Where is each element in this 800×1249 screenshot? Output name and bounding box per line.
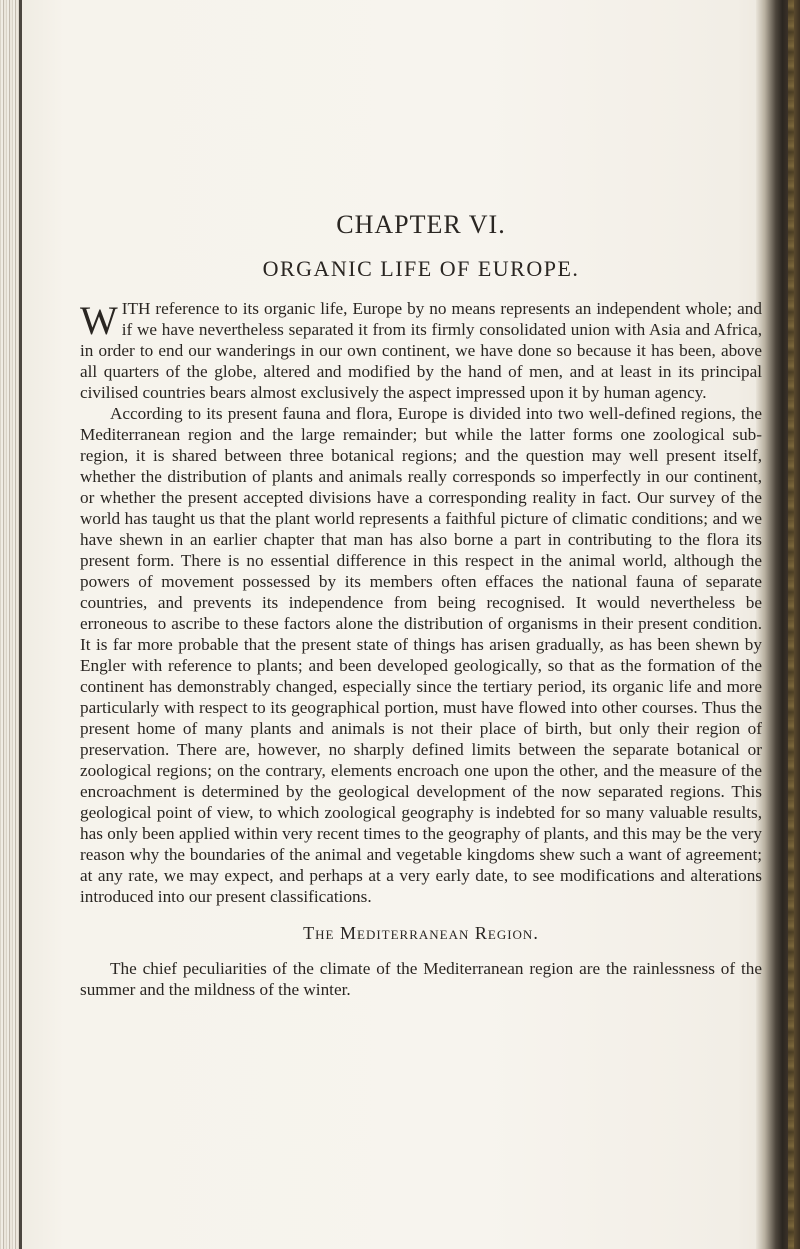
- page-content: [80, 210, 762, 1000]
- paragraph-2: According to its present fauna and flora, Europe is divided into two well-defined regions, the Mediterranean region and the large remainder; but while the latter forms one zoological sub-region, it is shared between three botanical regions; and the question may well present itself, whether the distribution of plants and animals really corresponds so imperfectly in our continent, or whether the present accepted divisions have a corresponding reality in fact. Our survey of the world has taught us that the plant world represents a faithful picture of climatic conditions; and we have shewn in an earlier chapter that man has also borne a part in contributing to the flora its present form. There is no essential difference in this respect in the animal world, although the powers of movement possessed by its members often effaces the national fauna of separate countries, and prevents its independence from being recognised. It would nevertheless be erroneous to ascribe to these factors alone the distribution of organisms in their present condition. It is far more probable that the present state of things has arisen gradually, as has been shewn by Engler with reference to plants; and been developed geologically, so that as the formation of the continent has demonstrably changed, especially since the tertiary period, its organic life and more particularly with respect to its geographical portion, must have flowed into other courses. Thus the present home of many plants and animals is not their place of birth, but only their region of preservation. There are, however, no sharply defined limits between the separate botanical or zoological regions; on the contrary, elements encroach one upon the other, and the measure of the encroachment is determined by the geological development of the now separated regions. This geological point of view, to which zoological geography is indebted for so many valuable results, has only been applied within very recent times to the geography of plants, and this may be the very reason why the boundaries of the animal and vegetable kingdoms shew such a want of agreement; at any rate, we may expect, and perhaps at a very early date, to see modifications and alterations introduced into our present classifications.: [80, 404, 762, 906]
- section-heading: The Mediterranean Region.: [303, 923, 539, 943]
- drop-cap: W: [80, 298, 118, 343]
- paragraph-3: The chief peculiarities of the climate of the Mediterranean region are the rainlessness of the summer and the mildness of the winter.: [80, 959, 762, 999]
- page-edge-left-line: [19, 0, 22, 1249]
- binding-strip: [788, 0, 794, 1249]
- chapter-label: CHAPTER VI.: [336, 210, 506, 239]
- paragraph-1: [80, 298, 762, 403]
- chapter-title: ORGANIC LIFE OF EUROPE.: [262, 256, 580, 281]
- paragraph-1-text: ITH reference to its organic life, Europe by no means represents an independent whole; and if we have nevertheless separated it from its firmly consolidated union with Asia and Africa, in order to end our wanderings in our own continent, we have done so because it has been, above all quarters of the globe, altered and modified by the hand of men, and at least in its principal civilised countries bears almost exclusively the aspect impressed upon it by human agency.: [80, 299, 762, 402]
